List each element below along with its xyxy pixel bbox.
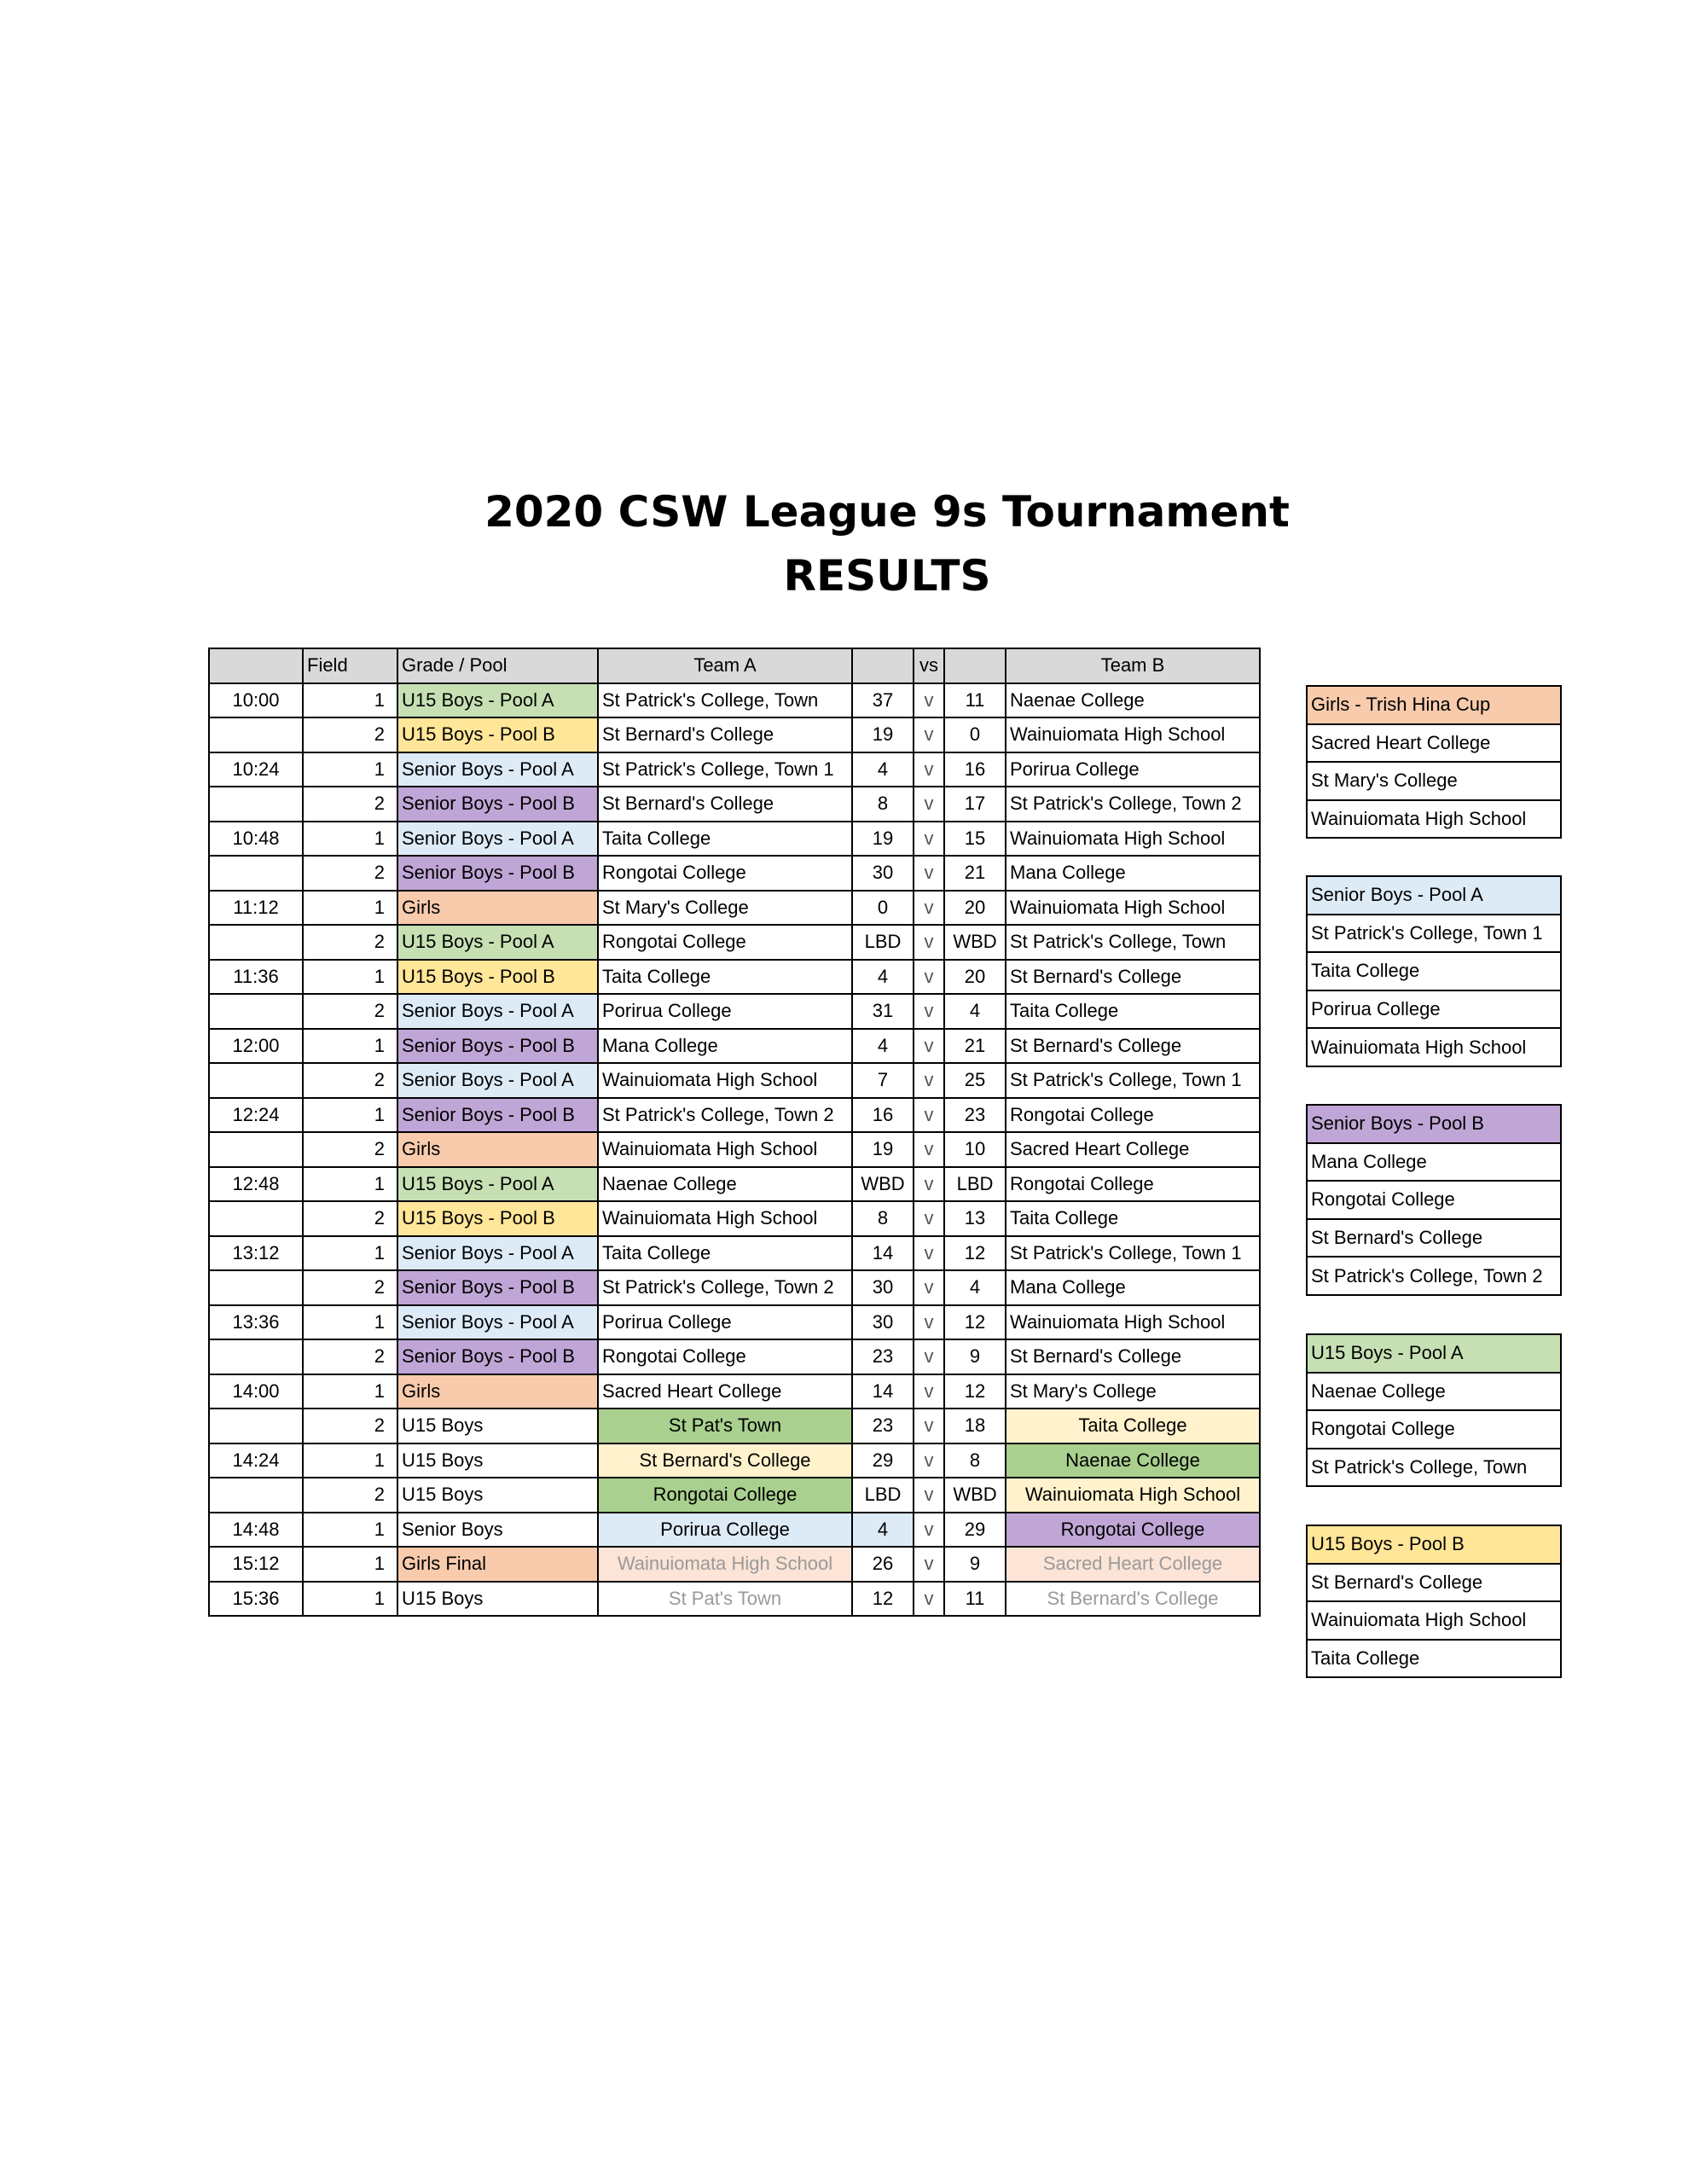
vs-cell: v [914,856,944,891]
field-cell: 2 [303,1270,397,1305]
grade-cell: Senior Boys - Pool A [397,752,598,787]
grade-cell: U15 Boys - Pool A [397,683,598,718]
team-a-cell: St Mary's College [598,891,852,926]
pool-header: Senior Boys - Pool B [1307,1105,1561,1143]
team-a-cell: Mana College [598,1029,852,1064]
header-score-a [852,648,914,683]
vs-cell: v [914,1409,944,1443]
pool-header: Senior Boys - Pool A [1307,876,1561,915]
team-a-cell: Porirua College [598,1513,852,1548]
table-row [209,1270,1260,1305]
table-row [209,683,1260,718]
vs-cell: v [914,1236,944,1271]
grade-cell: U15 Boys [397,1582,598,1617]
team-b-cell: St Bernard's College [1006,1339,1260,1374]
field-cell: 1 [303,891,397,926]
vs-cell: v [914,1582,944,1617]
score-a-cell: 8 [852,1201,914,1236]
team-a-cell: St Patrick's College, Town [598,683,852,718]
score-b-cell: 18 [944,1409,1006,1443]
results-body [209,683,1260,1617]
header-vs: vs [914,648,944,683]
score-b-cell: 11 [944,683,1006,718]
pool-team: Wainuiomata High School [1307,800,1561,839]
team-a-cell: Sacred Heart College [598,1374,852,1409]
field-cell: 2 [303,1339,397,1374]
field-cell: 1 [303,1374,397,1409]
pool-team: St Mary's College [1307,762,1561,800]
team-a-cell: St Patrick's College, Town 1 [598,752,852,787]
team-b-cell: St Bernard's College [1006,1582,1260,1617]
page-subtitle: RESULTS [783,551,991,601]
table-row [209,1236,1260,1271]
grade-cell: U15 Boys - Pool B [397,717,598,752]
time-cell [209,1201,303,1236]
table-row [209,787,1260,822]
team-b-cell: Rongotai College [1006,1098,1260,1133]
team-a-cell: St Patrick's College, Town 2 [598,1098,852,1133]
score-b-cell: 12 [944,1236,1006,1271]
time-cell [209,994,303,1029]
table-row [209,717,1260,752]
grade-cell: Senior Boys [397,1513,598,1548]
score-a-cell: WBD [852,1167,914,1202]
score-a-cell: 4 [852,1029,914,1064]
field-cell: 1 [303,822,397,857]
score-a-cell: 4 [852,1513,914,1548]
score-a-cell: 7 [852,1063,914,1098]
team-b-cell: St Patrick's College, Town 2 [1006,787,1260,822]
vs-cell: v [914,1374,944,1409]
team-b-cell: Sacred Heart College [1006,1132,1260,1167]
grade-cell: Girls Final [397,1547,598,1582]
field-cell: 2 [303,787,397,822]
table-row [209,1098,1260,1133]
field-cell: 1 [303,1513,397,1548]
team-b-cell: Wainuiomata High School [1006,891,1260,926]
team-b-cell: St Bernard's College [1006,1029,1260,1064]
team-a-cell: Taita College [598,1236,852,1271]
vs-cell: v [914,683,944,718]
field-cell: 2 [303,717,397,752]
team-a-cell: St Bernard's College [598,1443,852,1478]
team-a-cell: Wainuiomata High School [598,1547,852,1582]
team-b-cell: St Patrick's College, Town [1006,925,1260,960]
table-row [209,1547,1260,1582]
table-row [209,856,1260,891]
team-a-cell: Wainuiomata High School [598,1201,852,1236]
grade-cell: Girls [397,1132,598,1167]
score-b-cell: 15 [944,822,1006,857]
time-cell: 10:00 [209,683,303,718]
team-b-cell: Sacred Heart College [1006,1547,1260,1582]
vs-cell: v [914,1478,944,1513]
team-a-cell: St Pat's Town [598,1409,852,1443]
vs-cell: v [914,1443,944,1478]
score-b-cell: 4 [944,1270,1006,1305]
grade-cell: Senior Boys - Pool B [397,1270,598,1305]
time-cell [209,856,303,891]
time-cell: 12:00 [209,1029,303,1064]
vs-cell: v [914,1132,944,1167]
time-cell [209,787,303,822]
team-b-cell: Wainuiomata High School [1006,1478,1260,1513]
pool-team: St Bernard's College [1307,1564,1561,1602]
pool-table [1306,875,1562,1067]
table-row [209,1167,1260,1202]
pool-table [1306,1525,1562,1678]
pool-team: Sacred Heart College [1307,724,1561,763]
grade-cell: Senior Boys - Pool B [397,787,598,822]
table-row [209,1201,1260,1236]
team-a-cell: St Pat's Town [598,1582,852,1617]
team-b-cell: Rongotai College [1006,1513,1260,1548]
vs-cell: v [914,717,944,752]
team-b-cell: St Patrick's College, Town 1 [1006,1063,1260,1098]
score-a-cell: 30 [852,1270,914,1305]
vs-cell: v [914,1029,944,1064]
table-row [209,994,1260,1029]
vs-cell: v [914,1305,944,1340]
field-cell: 1 [303,683,397,718]
score-a-cell: 0 [852,891,914,926]
time-cell [209,1409,303,1443]
pool-team: Rongotai College [1307,1181,1561,1219]
score-a-cell: 8 [852,787,914,822]
time-cell: 14:24 [209,1443,303,1478]
score-a-cell: 19 [852,822,914,857]
team-a-cell: St Patrick's College, Town 2 [598,1270,852,1305]
field-cell: 2 [303,994,397,1029]
vs-cell: v [914,752,944,787]
score-a-cell: 31 [852,994,914,1029]
grade-cell: Senior Boys - Pool A [397,994,598,1029]
pool-team: St Patrick's College, Town [1307,1449,1561,1487]
team-b-cell: Naenae College [1006,683,1260,718]
table-row [209,1478,1260,1513]
score-a-cell: LBD [852,1478,914,1513]
time-cell: 14:00 [209,1374,303,1409]
header-team-a: Team A [598,648,852,683]
score-b-cell: 29 [944,1513,1006,1548]
field-cell: 1 [303,1305,397,1340]
field-cell: 1 [303,1167,397,1202]
score-a-cell: 23 [852,1409,914,1443]
grade-cell: Girls [397,891,598,926]
team-a-cell: Rongotai College [598,925,852,960]
field-cell: 2 [303,1063,397,1098]
field-cell: 1 [303,1098,397,1133]
page-title: 2020 CSW League 9s Tournament [484,487,1290,537]
team-a-cell: Taita College [598,822,852,857]
pool-header: Girls - Trish Hina Cup [1307,686,1561,724]
grade-cell: U15 Boys [397,1478,598,1513]
pool-table [1306,685,1562,839]
grade-cell: Senior Boys - Pool B [397,856,598,891]
vs-cell: v [914,960,944,995]
score-b-cell: 4 [944,994,1006,1029]
header-time [209,648,303,683]
time-cell: 10:24 [209,752,303,787]
vs-cell: v [914,822,944,857]
pool-header: U15 Boys - Pool A [1307,1334,1561,1373]
field-cell: 2 [303,1478,397,1513]
time-cell: 14:48 [209,1513,303,1548]
table-row [209,960,1260,995]
score-b-cell: 20 [944,960,1006,995]
score-b-cell: 25 [944,1063,1006,1098]
results-table [208,648,1261,1617]
field-cell: 2 [303,1132,397,1167]
field-cell: 2 [303,1201,397,1236]
pool-team: Mana College [1307,1143,1561,1182]
score-a-cell: 4 [852,960,914,995]
pool-team: Wainuiomata High School [1307,1601,1561,1640]
score-a-cell: 37 [852,683,914,718]
table-row [209,1409,1260,1443]
time-cell [209,1063,303,1098]
team-b-cell: Mana College [1006,1270,1260,1305]
header-score-b [944,648,1006,683]
time-cell: 10:48 [209,822,303,857]
team-a-cell: Rongotai College [598,856,852,891]
score-b-cell: 23 [944,1098,1006,1133]
team-b-cell: Wainuiomata High School [1006,1305,1260,1340]
score-b-cell: 11 [944,1582,1006,1617]
pool-team: Taita College [1307,1640,1561,1678]
table-row [209,822,1260,857]
grade-cell: Senior Boys - Pool A [397,1236,598,1271]
score-a-cell: 29 [852,1443,914,1478]
time-cell: 11:36 [209,960,303,995]
time-cell: 13:36 [209,1305,303,1340]
score-a-cell: 26 [852,1547,914,1582]
grade-cell: U15 Boys - Pool B [397,1201,598,1236]
team-a-cell: St Bernard's College [598,717,852,752]
score-b-cell: 8 [944,1443,1006,1478]
field-cell: 2 [303,925,397,960]
grade-cell: U15 Boys [397,1409,598,1443]
team-a-cell: Taita College [598,960,852,995]
time-cell: 12:48 [209,1167,303,1202]
vs-cell: v [914,925,944,960]
time-cell: 15:36 [209,1582,303,1617]
score-b-cell: 9 [944,1547,1006,1582]
score-b-cell: 10 [944,1132,1006,1167]
table-row [209,1374,1260,1409]
team-b-cell: Taita College [1006,1201,1260,1236]
vs-cell: v [914,1513,944,1548]
score-b-cell: 21 [944,1029,1006,1064]
vs-cell: v [914,1339,944,1374]
team-b-cell: Naenae College [1006,1443,1260,1478]
field-cell: 1 [303,1236,397,1271]
field-cell: 1 [303,1582,397,1617]
team-b-cell: Rongotai College [1006,1167,1260,1202]
field-cell: 1 [303,752,397,787]
vs-cell: v [914,891,944,926]
team-b-cell: Taita College [1006,1409,1260,1443]
score-a-cell: 16 [852,1098,914,1133]
team-a-cell: Naenae College [598,1167,852,1202]
team-a-cell: Wainuiomata High School [598,1132,852,1167]
team-a-cell: Porirua College [598,994,852,1029]
team-b-cell: St Patrick's College, Town 1 [1006,1236,1260,1271]
score-b-cell: 9 [944,1339,1006,1374]
pool-team: St Patrick's College, Town 2 [1307,1257,1561,1295]
score-b-cell: WBD [944,1478,1006,1513]
time-cell [209,1339,303,1374]
vs-cell: v [914,1063,944,1098]
team-a-cell: St Bernard's College [598,787,852,822]
vs-cell: v [914,1201,944,1236]
grade-cell: Senior Boys - Pool B [397,1029,598,1064]
time-cell [209,717,303,752]
grade-cell: U15 Boys - Pool A [397,1167,598,1202]
table-row [209,1443,1260,1478]
score-a-cell: 14 [852,1374,914,1409]
pool-team: Porirua College [1307,990,1561,1029]
score-b-cell: 12 [944,1305,1006,1340]
score-a-cell: 30 [852,1305,914,1340]
pool-header: U15 Boys - Pool B [1307,1525,1561,1564]
table-row [209,1132,1260,1167]
table-row [209,1063,1260,1098]
score-b-cell: LBD [944,1167,1006,1202]
table-row [209,1513,1260,1548]
grade-cell: U15 Boys [397,1443,598,1478]
time-cell: 12:24 [209,1098,303,1133]
score-a-cell: 19 [852,1132,914,1167]
team-a-cell: Rongotai College [598,1478,852,1513]
team-b-cell: Taita College [1006,994,1260,1029]
time-cell [209,925,303,960]
header-field: Field [303,648,397,683]
field-cell: 2 [303,856,397,891]
grade-cell: Senior Boys - Pool B [397,1098,598,1133]
pool-team: Naenae College [1307,1373,1561,1411]
team-b-cell: Wainuiomata High School [1006,822,1260,857]
time-cell: 15:12 [209,1547,303,1582]
pool-team: St Bernard's College [1307,1219,1561,1258]
score-a-cell: LBD [852,925,914,960]
field-cell: 1 [303,960,397,995]
field-cell: 1 [303,1547,397,1582]
team-b-cell: Mana College [1006,856,1260,891]
grade-cell: Senior Boys - Pool A [397,1305,598,1340]
grade-cell: U15 Boys - Pool A [397,925,598,960]
grade-cell: U15 Boys - Pool B [397,960,598,995]
score-b-cell: 21 [944,856,1006,891]
score-b-cell: 12 [944,1374,1006,1409]
vs-cell: v [914,1270,944,1305]
score-b-cell: 16 [944,752,1006,787]
vs-cell: v [914,1547,944,1582]
time-cell: 11:12 [209,891,303,926]
time-cell [209,1132,303,1167]
time-cell: 13:12 [209,1236,303,1271]
table-row [209,891,1260,926]
score-b-cell: 20 [944,891,1006,926]
grade-cell: Senior Boys - Pool A [397,1063,598,1098]
header-team-b: Team B [1006,648,1260,683]
score-a-cell: 14 [852,1236,914,1271]
table-header-row [209,648,1260,683]
header-grade: Grade / Pool [397,648,598,683]
team-b-cell: Porirua College [1006,752,1260,787]
score-a-cell: 19 [852,717,914,752]
vs-cell: v [914,1167,944,1202]
score-a-cell: 30 [852,856,914,891]
vs-cell: v [914,1098,944,1133]
table-row [209,752,1260,787]
team-b-cell: St Bernard's College [1006,960,1260,995]
field-cell: 1 [303,1029,397,1064]
table-row [209,1305,1260,1340]
table-row [209,1339,1260,1374]
grade-cell: Girls [397,1374,598,1409]
field-cell: 2 [303,1409,397,1443]
pool-table [1306,1333,1562,1487]
table-row [209,1029,1260,1064]
score-b-cell: 0 [944,717,1006,752]
grade-cell: Senior Boys - Pool A [397,822,598,857]
pool-table [1306,1104,1562,1296]
team-a-cell: Wainuiomata High School [598,1063,852,1098]
table-row [209,1582,1260,1617]
score-b-cell: 13 [944,1201,1006,1236]
team-a-cell: Rongotai College [598,1339,852,1374]
pool-team: Taita College [1307,952,1561,990]
time-cell [209,1270,303,1305]
pool-team: Rongotai College [1307,1410,1561,1449]
vs-cell: v [914,994,944,1029]
score-a-cell: 4 [852,752,914,787]
team-b-cell: Wainuiomata High School [1006,717,1260,752]
field-cell: 1 [303,1443,397,1478]
team-b-cell: St Mary's College [1006,1374,1260,1409]
team-a-cell: Porirua College [598,1305,852,1340]
score-b-cell: WBD [944,925,1006,960]
grade-cell: Senior Boys - Pool B [397,1339,598,1374]
pool-team: St Patrick's College, Town 1 [1307,915,1561,953]
score-b-cell: 17 [944,787,1006,822]
time-cell [209,1478,303,1513]
table-row [209,925,1260,960]
vs-cell: v [914,787,944,822]
pool-team: Wainuiomata High School [1307,1028,1561,1066]
score-a-cell: 23 [852,1339,914,1374]
score-a-cell: 12 [852,1582,914,1617]
